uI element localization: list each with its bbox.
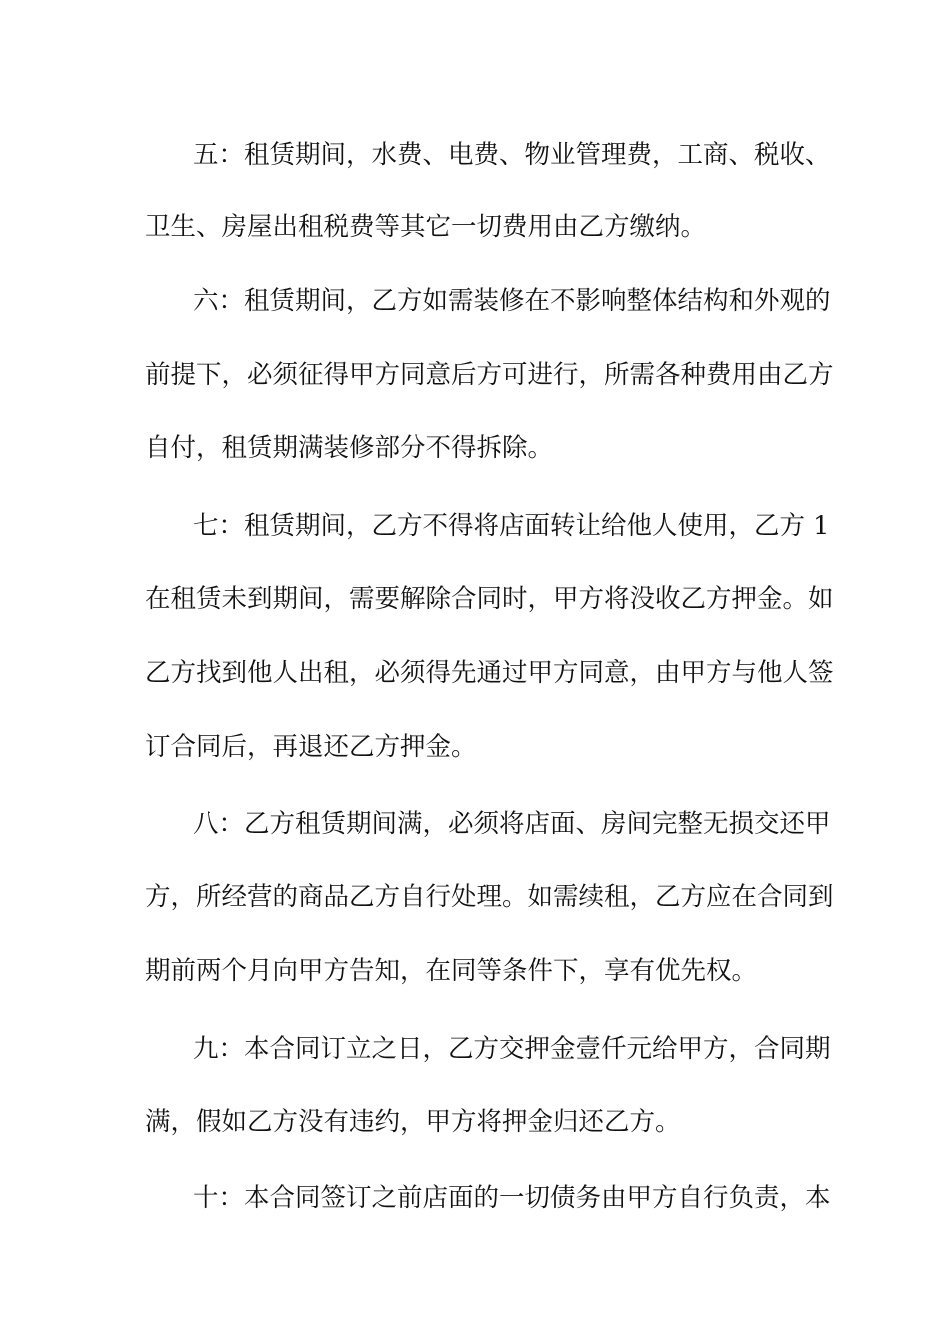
clause-6-line-2: 前提下，必须征得甲方同意后方可进行，所需各种费用由乙方 <box>145 360 834 390</box>
clause-8-line-3: 期前两个月向甲方告知，在同等条件下，享有优先权。 <box>145 956 758 986</box>
clause-10-line-1: 十：本合同签订之前店面的一切债务由甲方自行负责，本 <box>193 1183 831 1213</box>
clause-8-line-1: 八：乙方租赁期间满，必须将店面、房间完整无损交还甲 <box>193 809 831 839</box>
clause-9-line-2: 满，假如乙方没有违约，甲方将押金归还乙方。 <box>145 1107 681 1137</box>
clause-7-line-4: 订合同后，再退还乙方押金。 <box>145 732 477 762</box>
clause-5-line-1: 五：租赁期间，水费、电费、物业管理费，工商、税收、 <box>193 140 831 170</box>
clause-7-line-3: 乙方找到他人出租，必须得先通过甲方同意，由甲方与他人签 <box>145 658 834 688</box>
clause-8-line-2: 方，所经营的商品乙方自行处理。如需续租，乙方应在合同到 <box>145 882 834 912</box>
clause-7-line-1: 七：租赁期间，乙方不得将店面转让给他人使用，乙方 1 <box>193 511 830 541</box>
clause-5-line-2: 卫生、房屋出租税费等其它一切费用由乙方缴纳。 <box>145 212 707 242</box>
clause-9-line-1: 九：本合同订立之日，乙方交押金壹仟元给甲方，合同期 <box>193 1034 831 1064</box>
clause-7-line-2: 在租赁未到期间，需要解除合同时，甲方将没收乙方押金。如 <box>145 584 834 614</box>
clause-6-line-1: 六：租赁期间，乙方如需装修在不影响整体结构和外观的 <box>193 286 831 316</box>
clause-6-line-3: 自付，租赁期满装修部分不得拆除。 <box>145 433 554 463</box>
